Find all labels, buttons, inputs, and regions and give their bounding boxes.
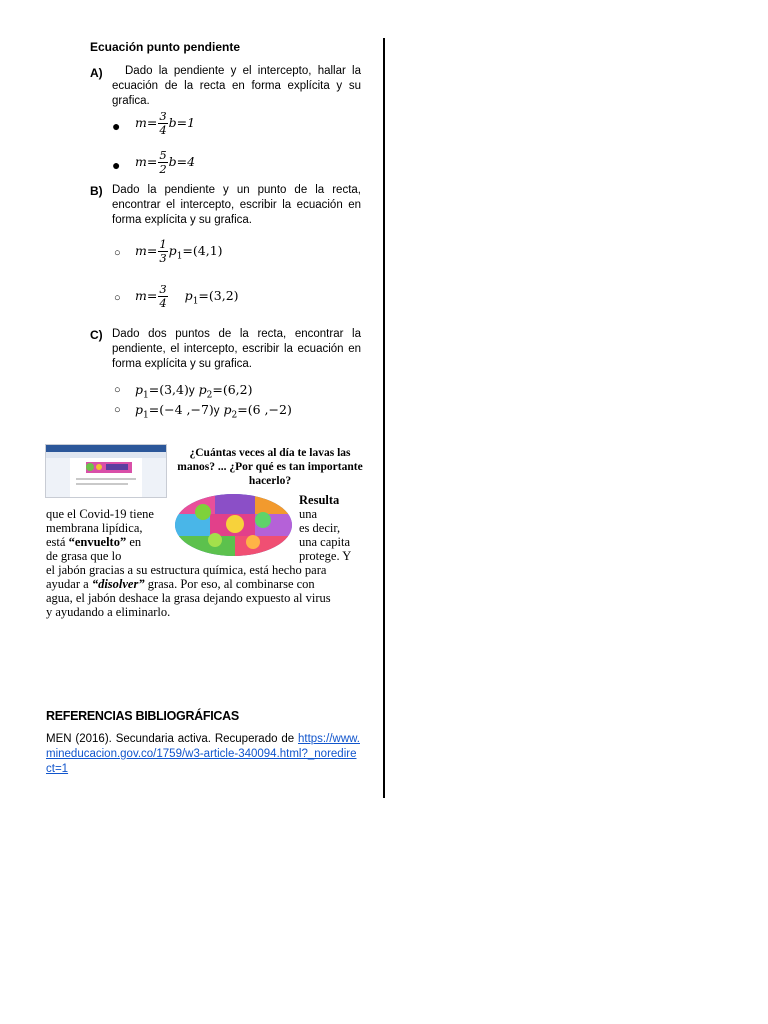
bullet-icon: ● [112, 118, 121, 134]
section-a-letter: A) [90, 66, 103, 80]
article-envuelto: “envuelto” [68, 535, 127, 549]
section-b-letter: B) [90, 184, 103, 198]
word-document-image [46, 445, 166, 497]
article-left-line-3: está “envuelto” en [46, 535, 142, 549]
section-a-text: Dado la pendiente y el intercepto, hallar la ecuación de la recta en forma explícita y su grafica. [112, 65, 361, 107]
section-a-item-1-math: m= $\frac{3}{4}$ b=1 [135, 109, 196, 137]
page-title: Ecuación punto pendiente [90, 40, 241, 54]
references-heading: REFERENCIAS BIBLIOGRÁFICAS [46, 709, 239, 723]
article-line-5: el jabón gracias a su estructura química, está hecho para [46, 563, 327, 577]
virus-cartoon-icon [175, 494, 292, 556]
section-a-item-2 [112, 157, 120, 175]
article-right-line-4: protege. Y [299, 549, 352, 563]
article-left-line-1: que el Covid-19 tiene [46, 507, 154, 521]
section-c-letter: C) [90, 328, 103, 342]
reference-entry: MEN (2016). Secundaria activa. Recuperado de https://www.mineducacion.gov.co/1759/w3-article-340094.html?_noredirect=1 [46, 733, 360, 775]
circle-bullet-icon: ○ [114, 247, 121, 259]
reference-link[interactable]: https://www.mineducacion.gov.co/1759/w3-article-340094.html?_noredirect=1 [46, 733, 360, 775]
article-right-line-3: una capita [299, 535, 351, 549]
bullet-icon: ● [112, 157, 121, 173]
germs-illustration-image [175, 494, 292, 556]
section-b-item-1-math: m= $\frac{1}{3}$ $p_1=(4,1)$ [135, 237, 223, 265]
article-right-line-1: una [299, 507, 318, 521]
section-a-item-1 [112, 118, 120, 136]
article-left-line-2: membrana lipídica, [46, 521, 143, 535]
article-line-8: y ayudando a eliminarlo. [46, 605, 171, 619]
section-b-item-2-math: m= $\frac{3}{4}$ $p_1=(3,2)$ [135, 282, 239, 310]
section-c-item-2-math: $p_1=(-4$ ,−7)y $p_2=(6$ ,−2) [135, 402, 292, 421]
document-thumbnail-image [45, 444, 167, 498]
section-c-text: Dado dos puntos de la recta, encontrar la pendiente, el intercepto, escribir la ecuación en forma explícita y su grafica. [112, 328, 361, 370]
article-disolver: “disolver” [91, 577, 145, 591]
circle-bullet-icon: ○ [114, 384, 121, 396]
article-resulta: Resulta [299, 493, 340, 507]
article-line-6: ayudar a “disolver” grasa. Por eso, al combinarse con [46, 577, 315, 591]
article-right-line-2: es decir, [299, 521, 341, 535]
section-c-item-1-math: $p_1=(3,4)y$ $p_2=(6,2)$ [135, 382, 253, 401]
vertical-divider [383, 38, 385, 798]
article-left-line-4: de grasa que lo [46, 549, 122, 563]
article-line-7: agua, el jabón deshace la grasa dejando expuesto al virus [46, 591, 331, 605]
circle-bullet-icon: ○ [114, 404, 121, 416]
section-b-text: Dado la pendiente y un punto de la recta, encontrar el intercepto, escribir la ecuación en forma explícita y su grafica. [112, 184, 361, 226]
article-headline: ¿Cuántas veces al día te lavas las manos? ... ¿Por qué es tan importante hacerlo? [177, 447, 363, 487]
section-a-item-2-math: m= $\frac{5}{2}$ b=4 [135, 148, 196, 176]
circle-bullet-icon: ○ [114, 292, 121, 304]
